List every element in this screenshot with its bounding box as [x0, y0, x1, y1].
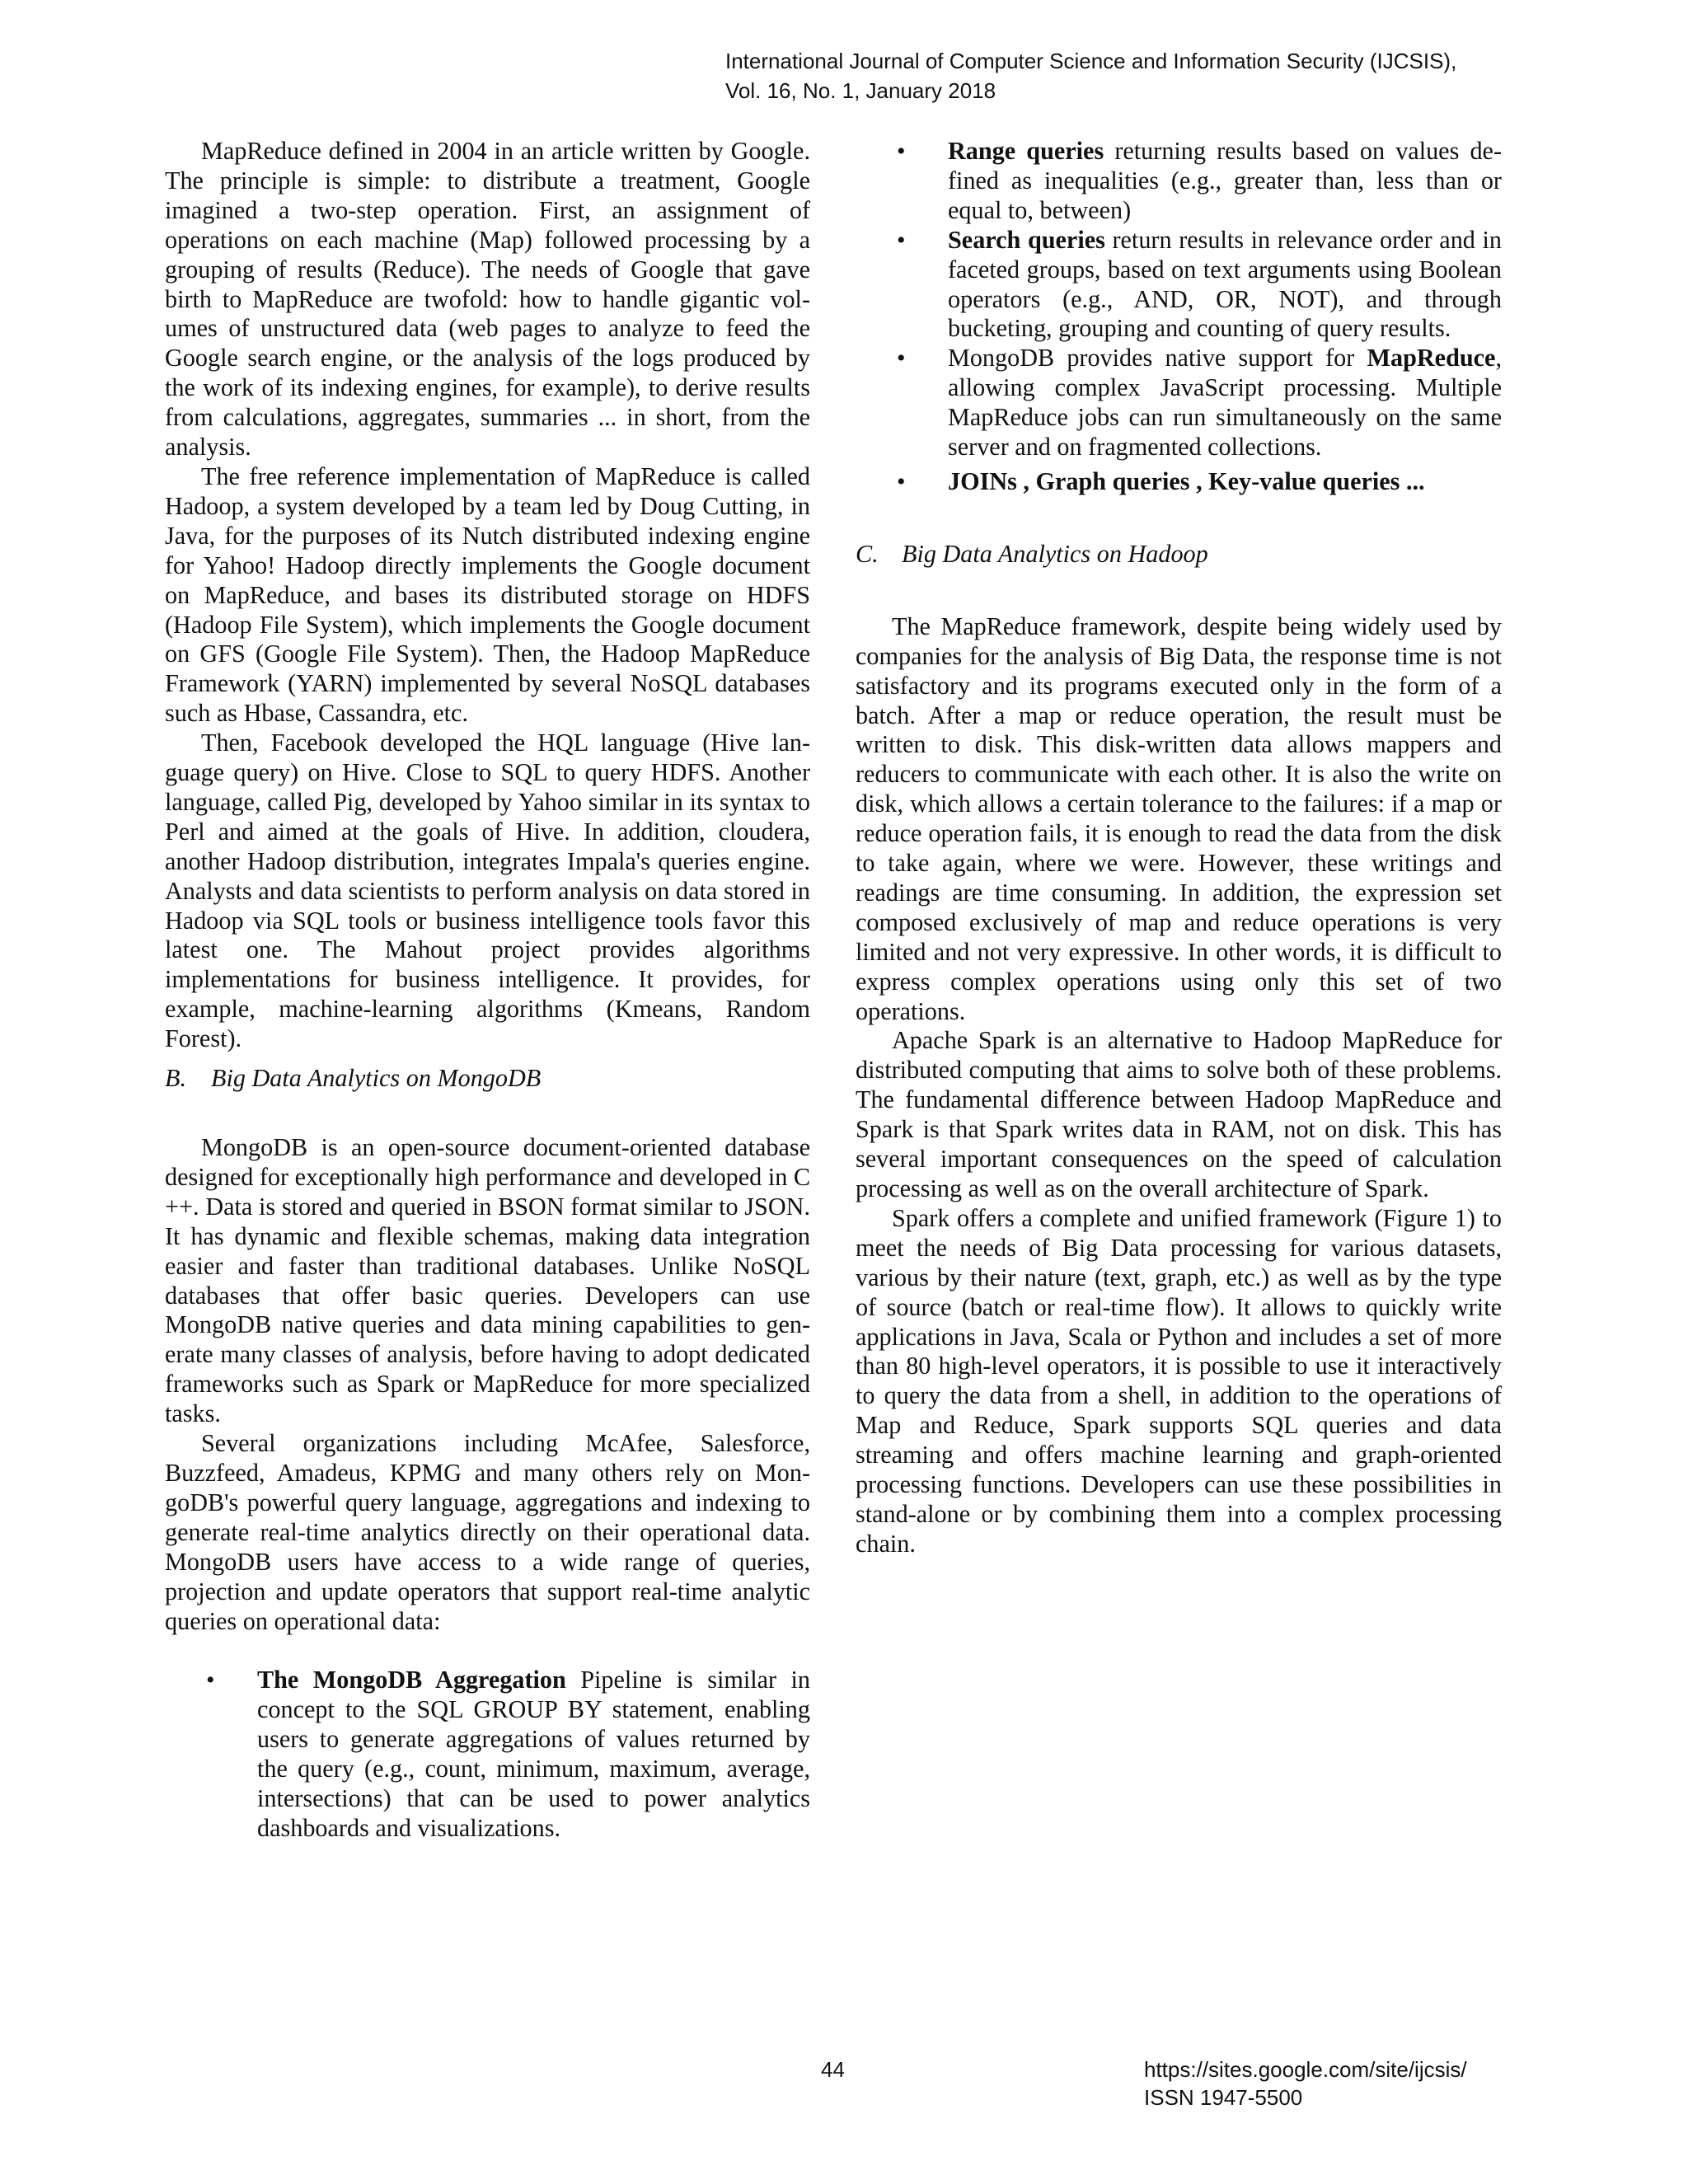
paragraph-mongodb: MongoDB is an open-source document-oriented database designed for exceptionally high performance and developed in C ++. Data is stored and queried in BSON format similar to JSON. It has dynamic and flexible schemas, making data integration easier and faster than traditional databases. Unlike NoSQL databases that offer basic queries. Developers can use MongoDB native queries and data mining capabilities to generate many classes of analysis, before having to adopt dedicated frameworks such as Spark or MapReduce for more specialized tasks. — [165, 1133, 810, 1428]
bullet-bold-term: MapReduce — [1367, 344, 1496, 373]
bullet-text: MongoDB provides native support for — [948, 344, 1367, 373]
running-header — [725, 46, 1550, 105]
bullet-icon: • — [897, 344, 906, 373]
list-item — [856, 344, 1502, 462]
section-number: B. — [165, 1064, 186, 1093]
bullet-bold-term: Range queries — [948, 137, 1104, 165]
list-item — [856, 137, 1502, 226]
paragraph-mapreduce-limits: The MapReduce framework, despite being widely used by companies for the analysis of Big Data, the response time is not satisfactory and its programs executed only in the form of a batch. After a map or reduce operation, the result must be written to disk. This disk-written data allows mappers and reducers to communicate with each other. It is also the write on disk, which allows a certain tolerance to the failures: if a map or reduce operation fails, it is enough to read the data from the disk to take again, where we were. However, these writings and readings are time consuming. In addition, the expression set composed exclusively of map and reduce operations is very limited and not very expressive. In other words, it is difficult to express complex operations using only this set of two operations. — [856, 612, 1502, 1025]
section-heading-b — [165, 1064, 810, 1094]
bullet-icon: • — [897, 138, 906, 165]
journal-volume-line: Vol. 16, No. 1, January 2018 — [725, 78, 996, 103]
bullet-bold-term: The MongoDB Aggregation — [257, 1666, 566, 1694]
footer-info — [1144, 2055, 1573, 2111]
bullet-text: , allowing complex JavaScript processing. Multiple MapReduce jobs can run simultaneously on the same server and on fragmented collections. — [948, 344, 1502, 462]
left-column — [165, 137, 810, 1844]
bullet-text: Pipeline is similar in concept to the SQL GROUP BY statement, enabling users to generate aggregations of values returned by the query (e.g., count, minimum, maximum, average, intersections) that can be used to power analytics dashboards and visualizations. — [257, 1666, 810, 1842]
paragraph-apache-spark: Apache Spark is an alternative to Hadoop MapReduce for distributed computing that aims to solve both of these problems. The fundamental difference between Hadoop MapReduce and Spark is that Spark writes data in RAM, not on disk. This has several important consequences on the speed of calculation processing as well as on the overall architecture of Spark. — [856, 1026, 1502, 1202]
paragraph-mapreduce-intro: MapReduce defined in 2004 in an article written by Google. The principle is simple: to distribute a treatment, Google imagined a two-step operation. First, an assignment of operations on each machine (Map) followed processing by a grouping of results (Reduce). The needs of Google that gave birth to MapReduce are twofold: how to handle gigantic volumes of unstructured data (web pages to analyze to feed the Google search engine, or the analysis of the logs produced by the work of its indexing engines, for example), to derive results from calculations, aggregates, summaries ... in short, from the analysis. — [165, 137, 810, 462]
bullet-icon: • — [897, 467, 906, 495]
bullet-text: return results in relevance order and in faceted groups, based on text arguments using Boolean operators (e.g., AND, OR, NOT), and through bucketing, grouping and counting of query results. — [948, 225, 1502, 343]
bullet-text: returning results based on values defined as inequalities (e.g., greater than, less than or equal to, between) — [948, 137, 1503, 224]
list-item — [165, 1666, 810, 1843]
paragraph-hive-pig: Then, Facebook developed the HQL language (Hive language query) on Hive. Close to SQL to query HDFS. Another language, called Pig, developed by Yahoo similar in its syntax to Perl and aimed at the goals of Hive. In addition, cloudera, another Hadoop distribution, integrates Impala's queries engine. Analysts and data scientists to perform analysis on data stored in Hadoop via SQL tools or business intelligence tools favor this latest one. The Mahout project provides algorithms implementations for business intelligence. It provides, for example, machine-learning algorithms (Kmeans, Random Forest). — [165, 729, 810, 1053]
paragraph-spark-framework: Spark offers a complete and unified framework (Figure 1) to meet the needs of Big Data processing for various datasets, various by their nature (text, graph, etc.) as well as by the type of source (batch or real-time flow). It allows to quickly write applications in Java, Scala or Python and includes a set of more than 80 high-level operators, it is possible to use it interactively to query the data from a shell, in addition to the operations of Map and Reduce, Spark supports SQL queries and data streaming and offers machine learning and graph-oriented processing functions. Developers can use these possibilities in stand-alone or by combining them into a complex processing chain. — [856, 1203, 1502, 1558]
bullet-list-left — [165, 1666, 810, 1843]
bullet-icon: • — [897, 226, 906, 254]
list-item — [856, 467, 1502, 497]
bullet-bold-term: JOINs , Graph queries , Key-value queries ... — [948, 466, 1425, 495]
list-item — [856, 226, 1502, 344]
section-number: C. — [856, 539, 879, 568]
footer-url: https://sites.google.com/site/ijcsis/ — [1144, 2057, 1467, 2082]
footer-issn: ISSN 1947-5500 — [1144, 2085, 1303, 2110]
right-column — [856, 137, 1502, 1559]
paragraph-hadoop: The free reference implementation of MapReduce is called Hadoop, a system developed by a team led by Doug Cutting, in Java, for the purposes of its Nutch distributed indexing engine for Yahoo! Hadoop directly implements the Google document on MapReduce, and bases its distributed storage on HDFS (Hadoop File System), which implements the Google document on GFS (Google File System). Then, the Hadoop MapReduce Framework (YARN) implemented by several NoSQL databases such as Hbase, Cassandra, etc. — [165, 462, 810, 728]
bullet-bold-term: Search queries — [948, 225, 1105, 254]
bullet-icon: • — [206, 1666, 215, 1694]
section-title: Big Data Analytics on Hadoop — [902, 539, 1208, 568]
bullet-list-right — [856, 137, 1502, 497]
section-title: Big Data Analytics on MongoDB — [211, 1064, 542, 1093]
page-number: 44 — [821, 2057, 845, 2082]
journal-title-line: International Journal of Computer Science and Information Security (IJCSIS), — [725, 49, 1457, 73]
section-heading-c — [856, 540, 1502, 569]
paragraph-organizations: Several organizations including McAfee, Salesforce, Buzzfeed, Amadeus, KPMG and many others rely on MongoDB's powerful query language, aggregations and indexing to generate real-time analytics directly on their operational data. MongoDB users have access to a wide range of queries, projection and update operators that support real-time analytic queries on operational data: — [165, 1429, 810, 1635]
